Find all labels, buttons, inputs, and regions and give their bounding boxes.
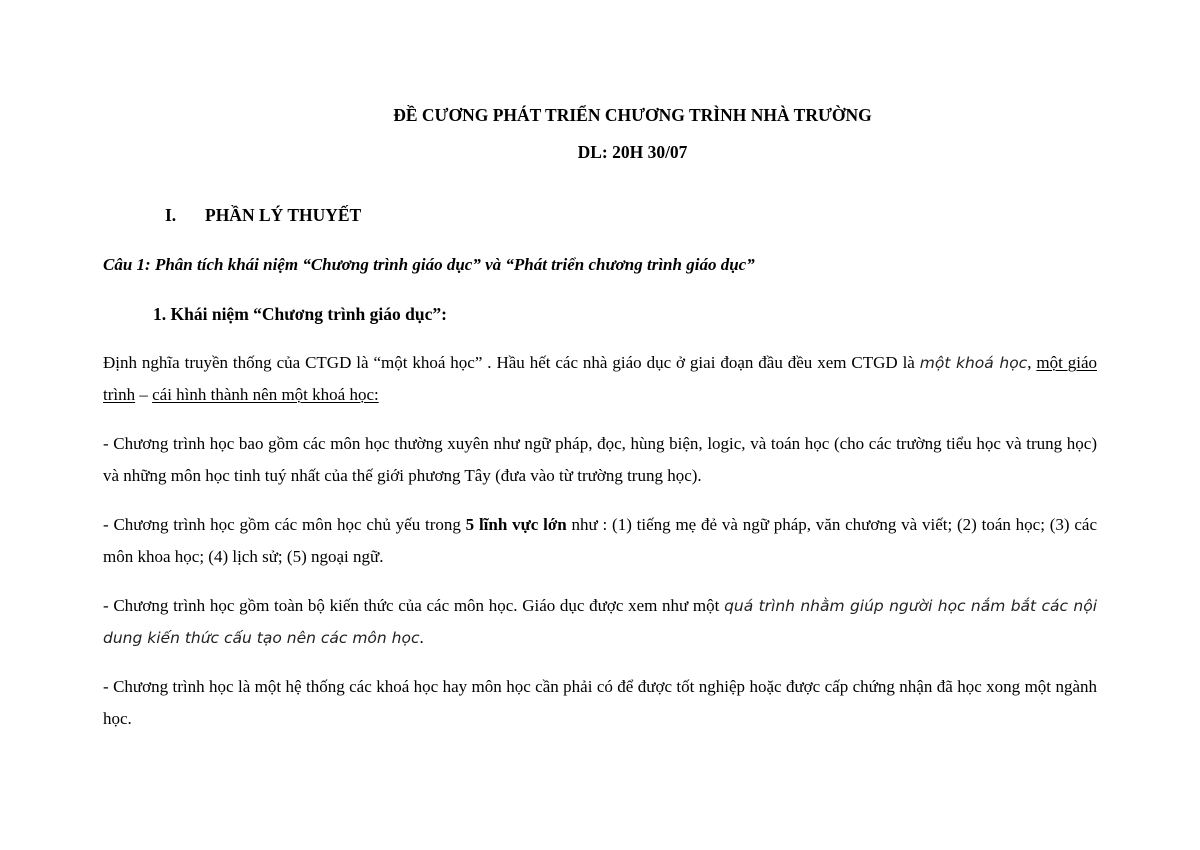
italic-phrase: một khoá học [919, 354, 1028, 372]
section-number: I. [165, 205, 177, 225]
italic-phrase: quá trình nhằm giúp người học nắm bắt các nội dung kiến thức cấu tạo nên các môn học [103, 597, 1097, 647]
underlined-phrase: cái hình thành nên một khoá học: [152, 385, 379, 404]
document-title: ĐỀ CƯƠNG PHÁT TRIỂN CHƯƠNG TRÌNH NHÀ TRƯỜNG [393, 105, 872, 125]
section-heading [165, 204, 361, 226]
paragraph-bullet-3 [103, 590, 1097, 654]
paragraph-text: như : (1) tiếng mẹ đẻ và ngữ pháp, văn chương và viết; (2) toán học; (3) các môn khoa học; (4) lịch sử; (5) ngoại ngữ. [103, 515, 1097, 566]
paragraph-text: , [1027, 353, 1037, 372]
paragraph-definition [103, 347, 1097, 411]
paragraph-bullet-4: - Chương trình học là một hệ thống các khoá học hay môn học cần phải có để được tốt nghiệp hoặc được cấp chứng nhận đã học xong một ngành học. [103, 677, 1097, 728]
question-heading: Câu 1: Phân tích khái niệm “Chương trình giáo dục” và “Phát triển chương trình giáo dục” [103, 255, 755, 274]
paragraph-text: . [419, 628, 424, 647]
section-title: PHẦN LÝ THUYẾT [205, 205, 362, 225]
deadline-line: DL: 20H 30/07 [577, 142, 688, 162]
paragraph-text: – [135, 385, 153, 404]
paragraph-bullet-1: - Chương trình học bao gồm các môn học thường xuyên như ngữ pháp, đọc, hùng biện, logic, và toán học (cho các trường tiểu học và trung học) và những môn học tinh tuý nhất của thế giới phương Tây (đưa vào từ trường trung học). [103, 434, 1097, 485]
paragraph-text: - Chương trình học gồm toàn bộ kiến thức của các môn học. Giáo dục được xem như một [103, 596, 725, 615]
paragraph-bullet-2 [103, 509, 1097, 573]
paragraph-text: Định nghĩa truyền thống của CTGD là “một khoá học” . Hầu hết các nhà giáo dục ở giai đoạn đầu đều xem CTGD là [103, 353, 920, 372]
underlined-phrase: một giáo trình [103, 353, 1098, 404]
paragraph-text: - Chương trình học gồm các môn học chủ yếu trong [103, 515, 466, 534]
subheading-concept: 1. Khái niệm “Chương trình giáo dục”: [153, 304, 447, 324]
bold-phrase: 5 lĩnh vực lớn [465, 515, 567, 534]
